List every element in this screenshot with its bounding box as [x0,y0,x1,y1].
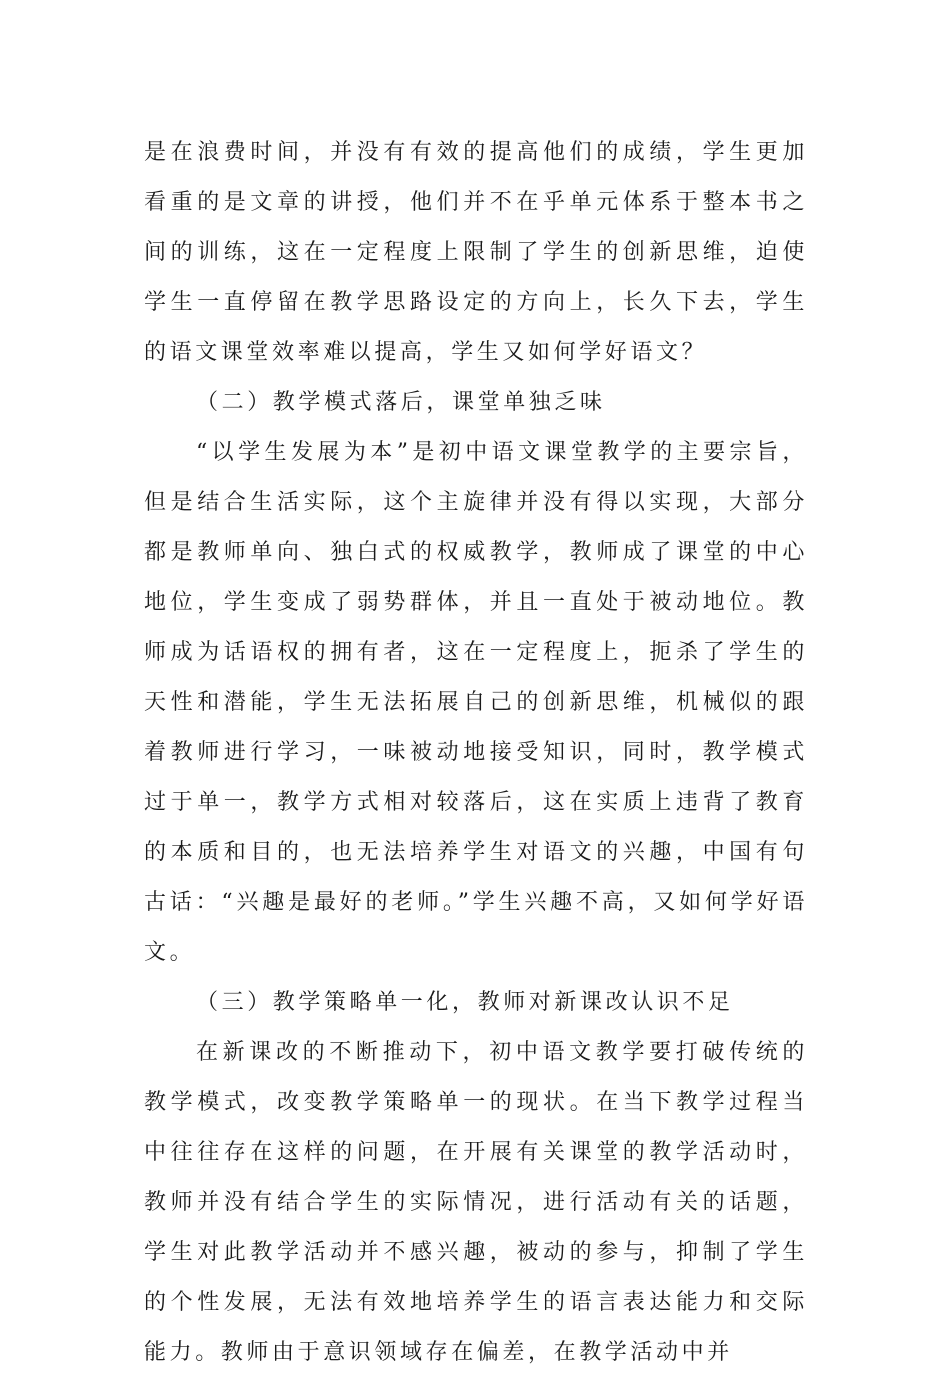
section-heading-2: （二）教学模式落后，课堂单独乏味 [196,390,606,415]
section-heading-3: （三）教学策略单一化，教师对新课改认识不足 [196,990,734,1015]
paragraph-teaching-strategy: 在新课改的不断推动下，初中语文教学要打破传统的教学模式，改变教学策略单一的现状。在当下教学过程当中往往存在这样的问题，在开展有关课堂的教学活动时，教师并没有结合学生的实际情况，进行活动有关的话题，学生对此教学活动并不感兴趣，被动的参与，抑制了学生的个性发展，无法有效地培养学生的语言表达能力和交际能力。教师由于意识领域存在偏差，在教学活动中并 [144,1040,808,1365]
document-page [144,128,808,1378]
paragraph-teaching-mode: “以学生发展为本”是初中语文课堂教学的主要宗旨，但是结合生活实际，这个主旋律并没有得以实现，大部分都是教师单向、独白式的权威教学，教师成了课堂的中心地位，学生变成了弱势群体，并且一直处于被动地位。教师成为话语权的拥有者，这在一定程度上，扼杀了学生的天性和潜能，学生无法拓展自己的创新思维，机械似的跟着教师进行学习，一味被动地接受知识，同时，教学模式过于单一，教学方式相对较落后，这在实质上违背了教育的本质和目的，也无法培养学生对语文的兴趣，中国有句古话：“兴趣是最好的老师。”学生兴趣不高，又如何学好语文。 [144,440,808,965]
paragraph-continuation: 是在浪费时间，并没有有效的提高他们的成绩，学生更加看重的是文章的讲授，他们并不在乎单元体系于整本书之间的训练，这在一定程度上限制了学生的创新思维，迫使学生一直停留在教学思路设定的方向上，长久下去，学生的语文课堂效率难以提高，学生又如何学好语文？ [144,140,808,365]
